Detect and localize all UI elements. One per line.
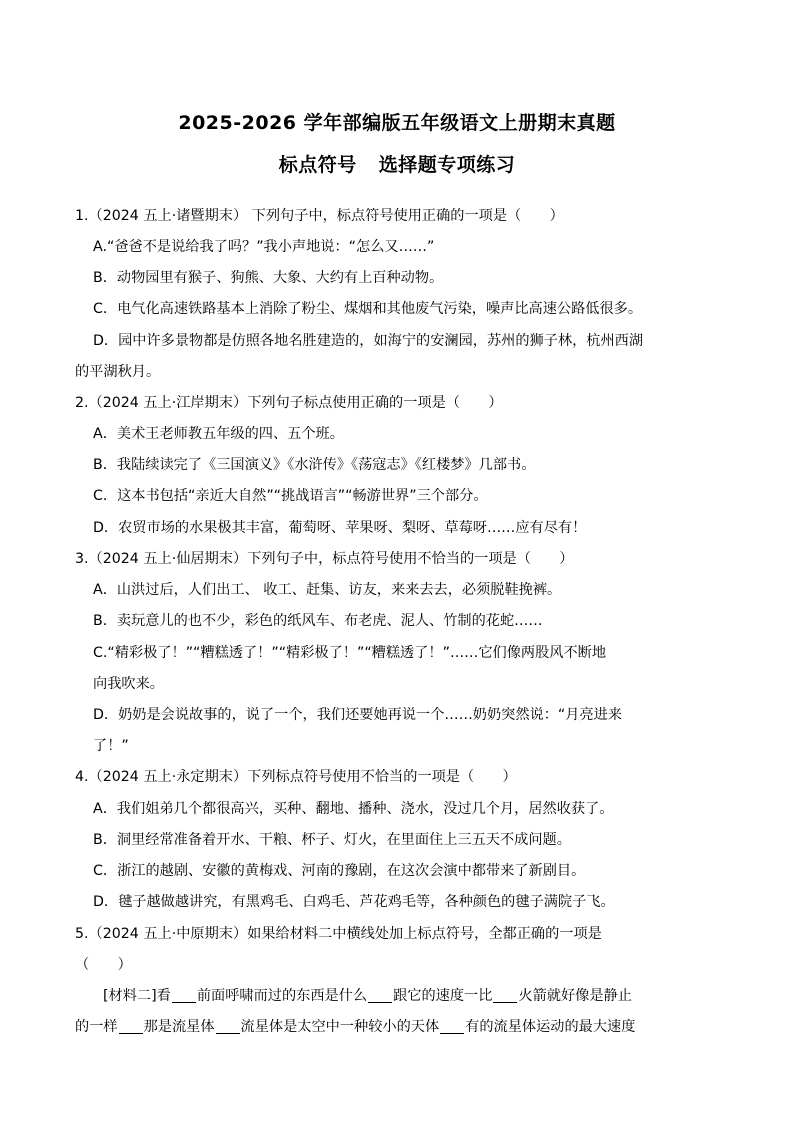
answer-blank[interactable]	[172, 988, 196, 1003]
subtitle-type: 选择题专项练习	[378, 154, 516, 176]
question-1-option-a: A.“爸爸不是说给我了吗？”我小声地说：“怎么又……”	[93, 239, 435, 255]
question-4-option-c: C．浙江的越剧、安徽的黄梅戏、河南的豫剧，在这次会演中都带来了新剧目。	[93, 863, 586, 879]
question-4-stem: 4.（2024 五上·永定期末）下列标点符号使用不恰当的一项是（ ）	[75, 769, 517, 785]
question-5-material-line-1	[103, 986, 632, 1006]
question-5-material-line-2	[75, 1017, 635, 1037]
question-1-option-b: B．动物园里有猴子、狗熊、大象、大约有上百种动物。	[93, 270, 444, 286]
answer-blank[interactable]	[216, 1019, 240, 1034]
material-segment: 火箭就好像是静止	[518, 988, 632, 1004]
question-4-option-a: A．我们姐弟几个都很高兴，买种、翻地、播种、浇水，没过几个月，居然收获了。	[93, 801, 614, 817]
answer-blank[interactable]	[119, 1019, 143, 1034]
answer-blank[interactable]	[440, 1019, 464, 1034]
question-3-option-c: C.“精彩极了！”“糟糕透了！”“精彩极了！”“糟糕透了！”……它们像两股风不断地	[93, 645, 607, 661]
question-1-stem: 1.（2024 五上·诸暨期末） 下列句子中，标点符号使用正确的一项是（ ）	[75, 208, 564, 224]
material-segment: [材料二]看	[103, 988, 171, 1004]
question-2-stem: 2.（2024 五上·江岸期末）下列句子标点使用正确的一项是（ ）	[75, 395, 503, 411]
question-3-stem: 3.（2024 五上·仙居期末）下列句子中，标点符号使用不恰当的一项是（ ）	[75, 551, 574, 567]
material-segment: 前面呼啸而过的东西是什么	[196, 988, 368, 1004]
material-segment: 的一样	[75, 1019, 118, 1035]
material-segment: 那是流星体	[143, 1019, 215, 1035]
question-3-option-d: D．奶奶是会说故事的，说了一个，我们还要她再说一个……奶奶突然说：“月亮进来	[93, 707, 623, 723]
question-3-option-a: A．山洪过后，人们出工、 收工、赶集、访友，来来去去，必须脱鞋挽裤。	[93, 582, 562, 598]
question-4-option-d: D．毽子越做越讲究，有黑鸡毛、白鸡毛、芦花鸡毛等，各种颜色的毽子满院子飞。	[93, 894, 615, 910]
question-3-option-d-cont: 了！”	[93, 738, 129, 754]
question-1-option-d: D．园中许多景物都是仿照各地名胜建造的，如海宁的安澜园，苏州的狮子林，杭州西湖	[93, 333, 644, 349]
question-1-option-d-cont: 的平湖秋月。	[75, 364, 161, 380]
question-3-option-c-cont: 向我吹来。	[93, 676, 164, 692]
question-2-option-d: D．农贸市场的水果极其丰富，葡萄呀、苹果呀、梨呀、草莓呀……应有尽有！	[93, 520, 587, 536]
answer-blank[interactable]	[493, 988, 517, 1003]
question-5-stem: 5.（2024 五上·中原期末）如果给材料二中横线处加上标点符号，全都正确的一项是	[75, 926, 602, 942]
document-title: 2025-2026 学年部编版五年级语文上册期末真题	[178, 112, 616, 134]
question-4-option-b: B．洞里经常准备着开水、干粮、杯子、灯火，在里面住上三五天不成问题。	[93, 832, 571, 848]
material-segment: 流星体是太空中一种较小的天体	[240, 1019, 440, 1035]
question-1-option-c: C．电气化高速铁路基本上消除了粉尘、煤烟和其他废气污染，噪声比高速公路低很多。	[93, 301, 643, 317]
question-2-option-a: A．美术王老师教五年级的四、五个班。	[93, 426, 344, 442]
material-segment: 跟它的速度一比	[393, 988, 493, 1004]
document-subtitle	[0, 150, 794, 177]
answer-blank[interactable]	[368, 988, 392, 1003]
material-segment: 有的流星体运动的最大速度	[465, 1019, 636, 1035]
question-5-stem-cont: （ ）	[75, 957, 132, 973]
subtitle-topic: 标点符号	[278, 154, 357, 176]
question-2-option-c: C．这本书包括“亲近大自然”“挑战语言”“畅游世界”三个部分。	[93, 488, 488, 504]
question-2-option-b: B．我陆续读完了《三国演义》《水浒传》《荡寇志》《红楼梦》几部书。	[93, 457, 536, 473]
question-3-option-b: B．卖玩意儿的也不少，彩色的纸风车、布老虎、泥人、竹制的花蛇……	[93, 613, 543, 629]
